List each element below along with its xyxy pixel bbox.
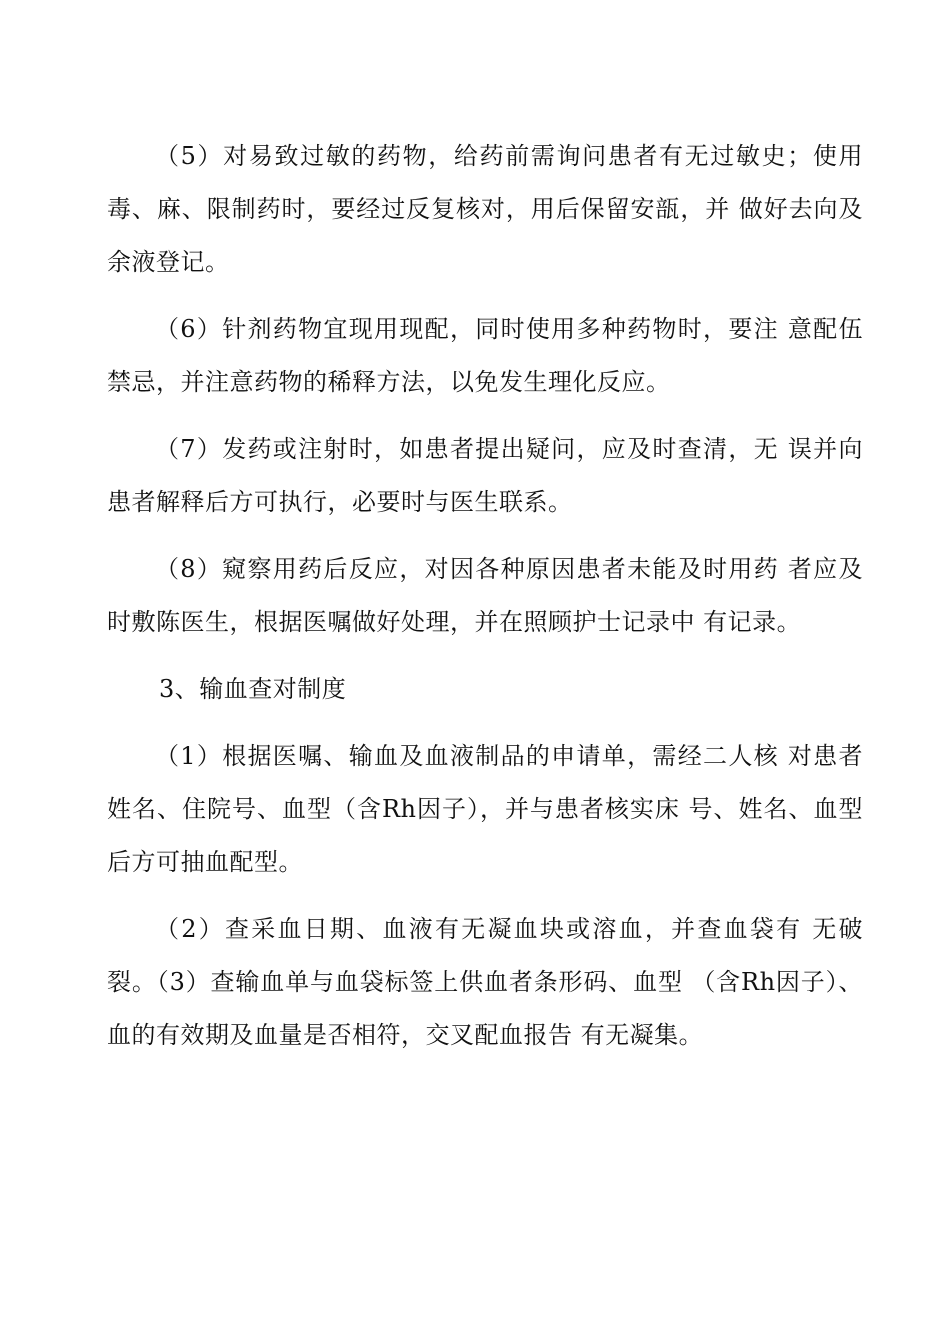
section-heading: 3、输血查对制度 — [159, 675, 347, 703]
paragraph-7: （7）发药或注射时，如患者提出疑问，应及时查清，无 误并向患者解释后方可执行，必要时与医生联系。 — [107, 435, 863, 516]
document-body — [107, 130, 863, 1076]
paragraph-8: （8）窥察用药后反应，对因各种原因患者未能及时用药 者应及时敷陈医生，根据医嘱做好处理，并在照顾护士记录中 有记录。 — [107, 555, 863, 636]
section-paragraph-2: （2）查采血日期、血液有无凝血块或溶血，并查血袋有 无破裂。（3）查输血单与血袋标签上供血者条形码、血型 （含Rh因子）、血的有效期及血量是否相符，交叉配血报告 有无凝集。 — [107, 915, 863, 1049]
paragraph-5: （5）对易致过敏的药物，给药前需询问患者有无过敏史；使用毒、麻、限制药时，要经过反复核对，用后保留安瓿，并 做好去向及余液登记。 — [107, 142, 863, 276]
section-paragraph-1: （1）根据医嘱、输血及血液制品的申请单，需经二人核 对患者姓名、住院号、血型（含Rh因子），并与患者核实床 号、姓名、血型后方可抽血配型。 — [107, 742, 863, 876]
paragraph-6: （6）针剂药物宜现用现配，同时使用多种药物时，要注 意配伍禁忌，并注意药物的稀释方法，以免发生理化反应。 — [107, 315, 863, 396]
